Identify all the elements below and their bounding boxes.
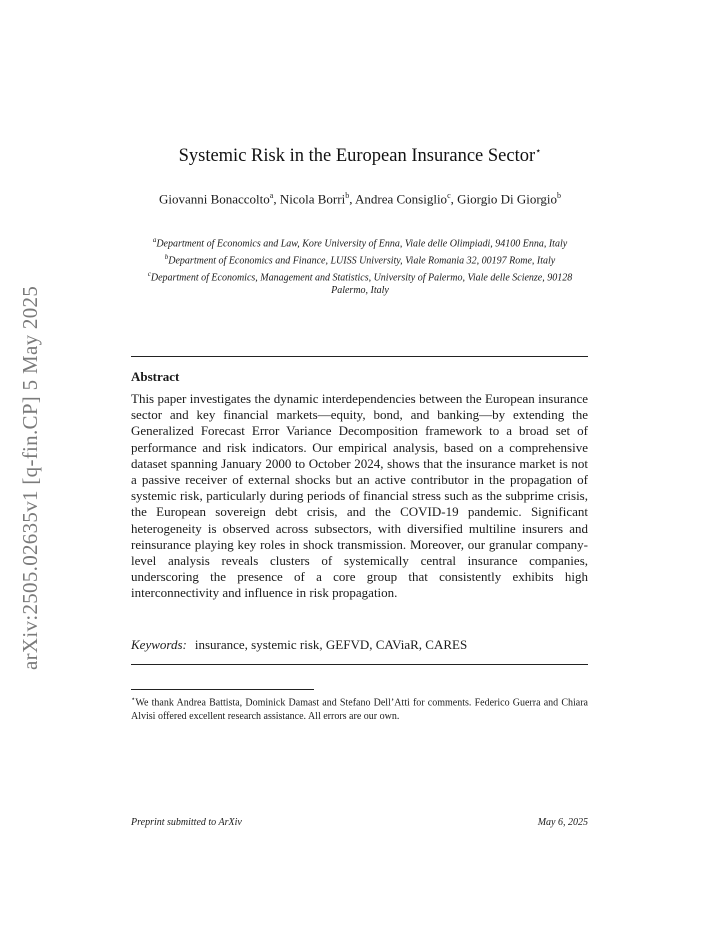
footnote-rule: [131, 689, 314, 690]
keywords-list: insurance, systemic risk, GEFVD, CAViaR, CARES: [194, 637, 468, 652]
keywords-label: Keywords:: [131, 637, 187, 652]
footer-preprint-note: Preprint submitted to ArXiv: [131, 817, 242, 828]
author-affil-mark: a: [269, 191, 274, 200]
title-text: Systemic Risk in the European Insurance Sector: [178, 146, 536, 167]
affiliation-text: Department of Economics, Management and Statistics, University of Palermo, Viale delle Scienze, 90128 Palermo, Italy: [150, 271, 573, 297]
author-name: Giovanni Bonaccolto: [158, 191, 270, 207]
author-separator: ,: [273, 191, 280, 207]
affiliation-text: Department of Economics and Law, Kore University of Enna, Viale delle Olimpiadi, 94100 Enna, Italy: [156, 238, 568, 250]
affiliation-mark: b: [164, 252, 169, 261]
abstract-heading: Abstract: [131, 369, 180, 384]
affiliation-item: [130, 251, 590, 268]
author-affil-mark: b: [557, 191, 562, 200]
abstract-bottom-rule: [131, 664, 588, 665]
affiliation-mark: a: [152, 236, 157, 244]
affiliation-item: [130, 268, 590, 298]
affiliation-list: [130, 234, 590, 298]
abstract-body: This paper investigates the dynamic interdependencies between the European insurance sector and key financial markets—equity, bond, and banking—by extending the Generalized Forecast Error Variance Decomposition framework to a broad set of performance and risk indicators. Our empirical analysis, based on a comprehensive dataset spanning January 2000 to October 2024, shows that the insurance market is not a passive receiver of external shocks but an active contributor in the propagation of systemic risk, particularly during periods of financial stress such as the subprime crisis, the European sovereign debt crisis, and the COVID-19 pandemic. Significant heterogeneity is observed across subsectors, with diversified multiline insurers and reinsurance playing key roles in shock transmission. Moreover, our granular company-level analysis reveals clusters of systemically central insurance companies, underscoring the presence of a core group that consistently exhibits high interconnectivity and influence in risk propagation.: [131, 391, 588, 601]
footer-date: May 6, 2025: [537, 817, 588, 828]
author-separator: ,: [450, 191, 458, 207]
keywords-line: [131, 637, 588, 653]
footnote-text: We thank Andrea Battista, Dominick Damast and Stefano Dell’Atti for comments. Federico Guerra and Chiara Alvisi offered excellent research assistance. All errors are our own.: [131, 697, 588, 722]
abstract-top-rule: [131, 356, 588, 357]
paper-title: [0, 146, 720, 167]
footnote: [131, 693, 588, 723]
footnote-mark: ⋆: [131, 695, 136, 703]
author-list: [150, 187, 570, 207]
arxiv-identifier[interactable]: arXiv:2505.02635v1 [q-fin.CP] 5 May 2025: [18, 285, 42, 670]
author-name: Andrea Consiglio: [354, 191, 448, 207]
affiliation-mark: c: [147, 269, 151, 278]
author-name: Giorgio Di Giorgio: [457, 191, 558, 207]
title-footnote-mark: ⋆: [535, 146, 542, 157]
affiliation-item: [130, 234, 590, 251]
author-name: Nicola Borri: [279, 191, 346, 207]
author-affil-mark: b: [345, 191, 350, 200]
author-affil-mark: c: [447, 191, 451, 200]
author-separator: ,: [349, 191, 355, 207]
affiliation-text: Department of Economics and Finance, LUISS University, Viale Romania 32, 00197 Rome, Italy: [168, 255, 556, 267]
